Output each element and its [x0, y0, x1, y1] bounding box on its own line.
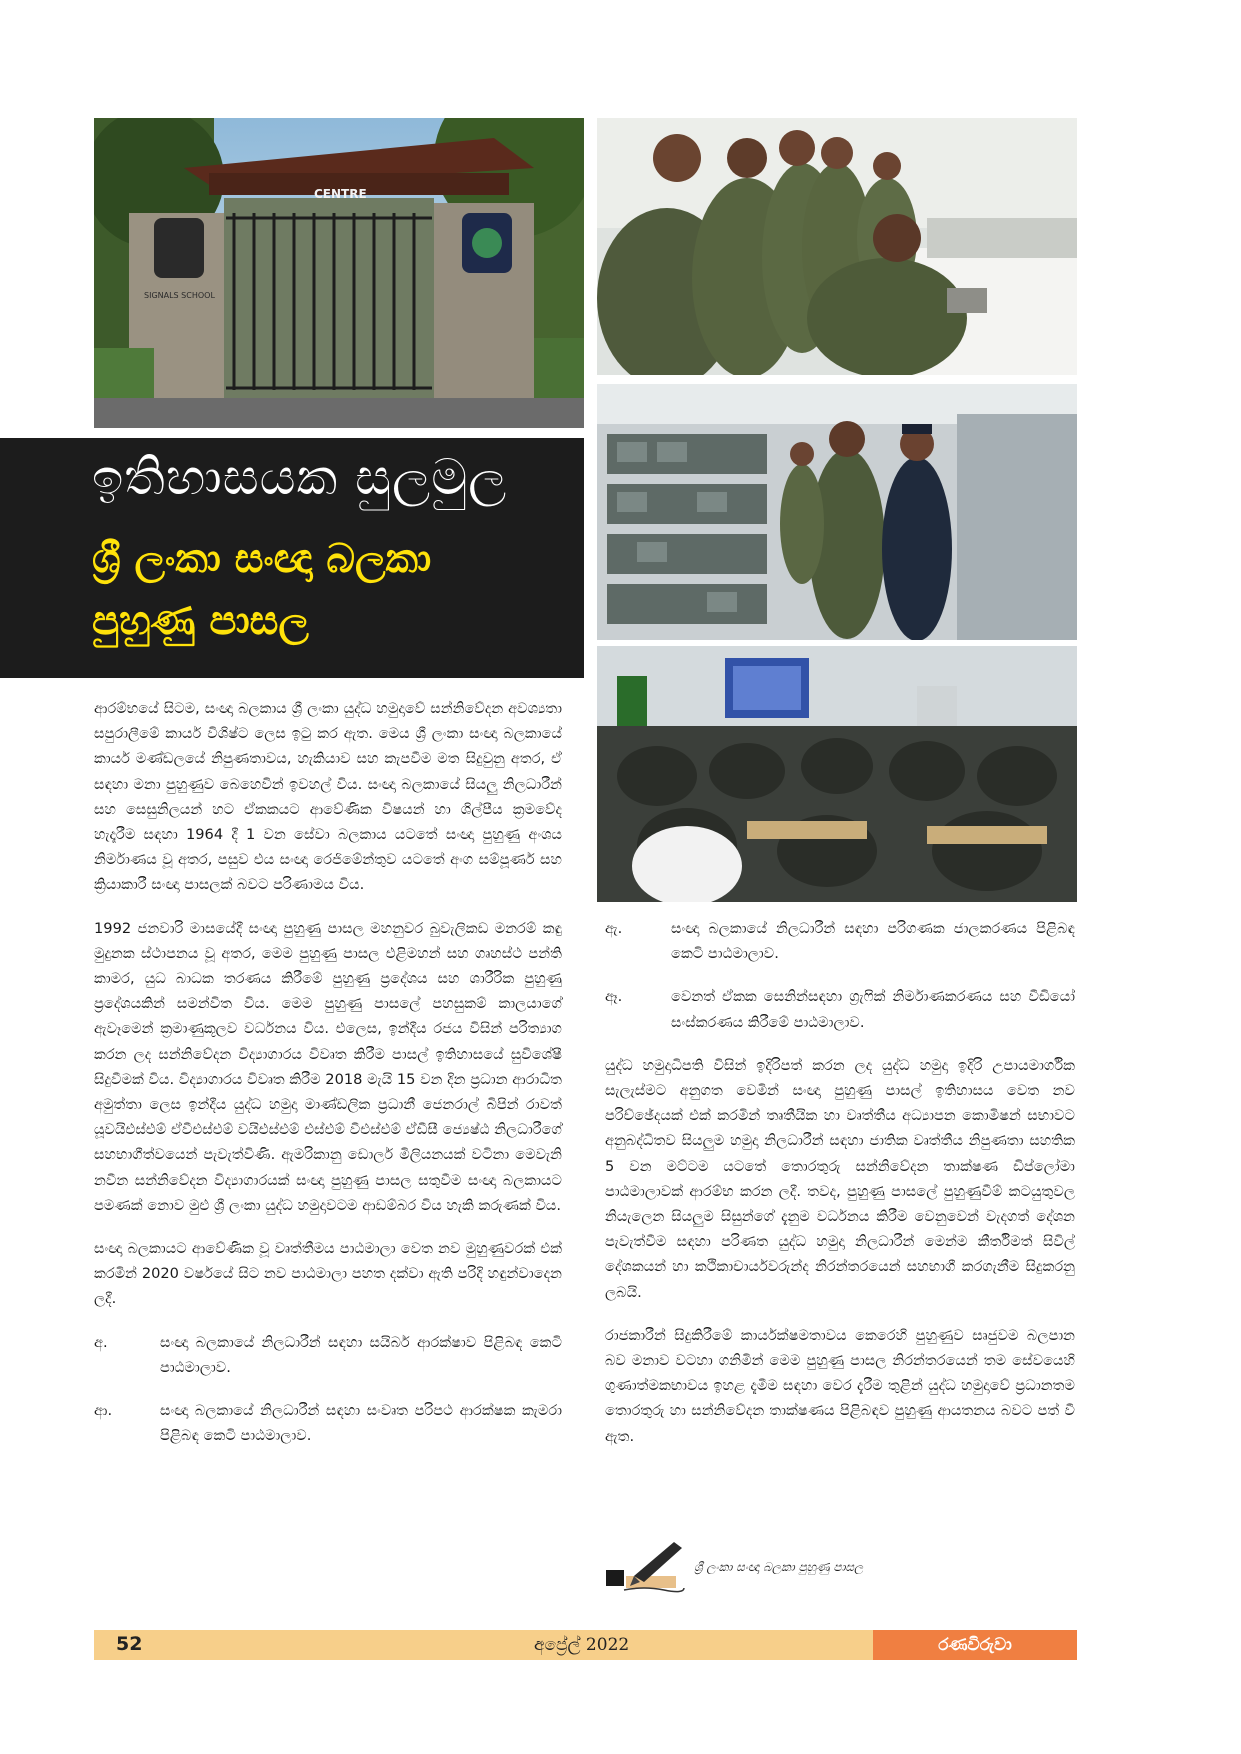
course-list-item	[605, 984, 1075, 1034]
article-paragraph: රාජකාරීන් සිදුකිරීමේ කාර්යක්ෂමතාවය කෙරෙහි පුහුණුව සෘජුවම බලපාන බව මනාව වටහා ගනිමින් මෙම පුහුණු පාසල නිරන්තරයෙන් තම සේවයෙහි ගුණාත්මකභාවය ඉහළ දැමීම සඳහා වෙර දැරීම තුළින් යුද්ධ හමුදාවේ ප්‍රධානතම තොරතුරු හා සන්නිවේදන තාක්ෂණය පිළිබඳව පුහුණු ආයතනය බවට පත් වී ඇත.	[605, 1326, 1075, 1445]
gate-sign-text: CENTRE	[314, 187, 367, 201]
photo-signals-school-gate	[94, 118, 584, 428]
photo-officers-in-communication-lab	[597, 384, 1077, 640]
pen-writing-icon	[604, 1536, 690, 1594]
issue-date: අප්‍රේල් 2022	[534, 1635, 630, 1655]
gate-photo-graphic	[94, 118, 584, 428]
class-photo-graphic	[597, 646, 1077, 902]
headline-block	[0, 438, 584, 678]
photo-soldiers-at-workbench	[597, 118, 1077, 375]
article-paragraph: 1992 ජනවාරි මාසයේදී සංඥා පුහුණු පාසල මහනුවර බුවැලිකඩ මනරම් කඳු මුදුනක ස්ථාපනය වූ අතර, මෙම පුහුණු පාසල එළිමහන් සහ ගෘහස්ථ පන්ති කාමර, යුධ බාධක තරණය කිරීමේ පුහුණු ප්‍රදේශය සහ ශාරීරික පුහුණු ප්‍රදේශයකින් සමන්විත විය. මෙම පුහුණු පාසලේ පහසුකම් කාලයාගේ ඇවෑමෙන් ක්‍රමාණුකූලව වර්ධනය විය. එලෙස, ඉන්දීය රජය විසින් පරිත්‍යාග කරන ලද සන්නිවේදන විද්‍යාගාරය විවෘත කිරීම පාසල් ඉතිහාසයේ සුවිශේෂී සිදුවීමක් විය. විද්‍යාගාරය විවෘත කිරීම 2018 මැයි 15 වන දින ප්‍රධාන ආරාධිත අමුත්තා ලෙස ඉන්දීය යුද්ධ හමුදා මාණ්ඩලික ප්‍රධානී ජෙනරාල් බිපින් රාවත් යූවයිඑස්එම් ඒවීඑස්එම් වයිඑස්එම් එස්එම් වීඑස්එම් ඒඩීසී ජ්‍යෙෂ්ඨ නිලධාරීගේ සහභාගීත්වයෙන් පැවැත්විණි. ඇමරිකානු ඩොලර් මිලියනයක් වටිනා මෙවැනි නවීන සන්නිවේදන විද්‍යාගාරයක් සංඥා පුහුණු පාසල සතුවීම සංඥා බලකායට පමණක් නොව මුළු ශ්‍රී ලංකා යුද්ධ හමුදාවටම ආඩම්බර විය හැකි කරුණක් විය.	[94, 919, 562, 1214]
list-marker: අ.	[94, 1333, 108, 1351]
list-marker: ඈ.	[605, 988, 623, 1006]
author-signature	[604, 1536, 934, 1594]
course-list-item	[605, 916, 1075, 966]
headline-title: ඉතිහාසයක සුලමුල	[92, 448, 508, 506]
course-list-item	[94, 1398, 562, 1448]
headline-subtitle-line-1: ශ්‍රී ලංකා සංඥා බලකා	[92, 536, 432, 582]
list-item-text: වෙනත් ඒකක සෙනින්සඳහා ග්‍රැෆික් නිර්මාණකරණය සහ වීඩියෝ සංස්කරණය කිරීමේ පාඨමාලාව.	[671, 988, 1075, 1031]
list-item-text: සංඥා බලකායේ නිලධාරීන් සඳහා සංවෘත පරිපථ ආරක්ෂක කැමරා පිළිබඳ කෙටි පාඨමාලාව.	[160, 1402, 562, 1445]
lab2-photo-graphic	[597, 384, 1077, 640]
list-item-text: සංඥා බලකායේ නිලධාරීන් සඳහා පරිගණක ජාලකරණය පිළිබඳ කෙටි පාඨමාලාව.	[671, 920, 1075, 963]
list-marker: ආ.	[94, 1402, 113, 1420]
article-column-left	[94, 696, 562, 1466]
magazine-name: රණවිරුවා	[873, 1630, 1077, 1660]
article-paragraph: ආරම්භයේ සිටම, සංඥා බලකාය ශ්‍රී ලංකා යුද්ධ හමුදාවේ සන්නිවේදන අවශ්‍යතා සපුරාලීමේ කාර්ය විශිෂ්ට ලෙස ඉටු කර ඇත. මෙය ශ්‍රී ලංකා සංඥා බලකායේ කාර්ය මණ්ඩලයේ නිපුණතාවය, හැකියාව සහ කැපවීම මත සිදුවුනු අතර, ඒ සඳහා මනා පුහුණුව බෙහෙවින් ඉවහල් විය. සංඥා බලකායේ සියලු නිලධාරීන් සහ සෙසුනිලයන් හට ඒකකයට ආවේණික විෂයන් හා ශිල්පීය ක්‍රමවේද හැදෑරීම සඳහා 1964 දී 1 වන සේවා බලකාය යටතේ සංඥා පුහුණු අංශය නිර්මාණය වූ අතර, පසුව එය සංඥා රෙජිමේන්තුව යටතේ අංග සම්පූර්ණ සහ ක්‍රියාකාරී සංඥා පාසලක් බවට පරිණාමය විය.	[94, 700, 562, 894]
lab1-photo-graphic	[597, 118, 1077, 375]
page-number: 52	[116, 1633, 143, 1655]
headline-subtitle-line-2: පුහුණු පාසල	[92, 598, 309, 644]
signature-text: ශ්‍රී ලංකා සංඥා බලකා පුහුණු පාසල	[694, 1560, 864, 1574]
article-column-right	[605, 916, 1075, 1467]
photo-classroom-lecture	[597, 646, 1077, 902]
article-paragraph: යුද්ධ හමුදාධිපති විසින් ඉදිරිපත් කරන ලද යුද්ධ හමුදා ඉදිරි උපායමාර්ගික සැලැස්මට අනුගත වෙමින් සංඥා පුහුණු පාසල් ඉතිහාසය වෙත නව පරිච්ඡේදයක් එක් කරමින් තෘතීයික හා වෘත්තීය අධ්‍යාපන කොමිෂන් සභාවට අනුබද්ධිතව සියලුම හමුදා නිලධාරීන් සඳහා ජාතික වෘත්තීය නිපුණතා සහතික 5 වන මට්ටම යටතේ තොරතුරු සන්නිවේදන තාක්ෂණ ඩිප්ලෝමා පාඨමාලාවක් ආරම්භ කරන ලදී. තවද, පුහුණු පාසලේ පුහුණුවීම් කටයුතුවල නියැලෙන සියලුම සිසුන්ගේ දැනුම වර්ධනය කිරීම වෙනුවෙන් වැදගත් දේශන පැවැත්වීම සඳහා පරිණත යුද්ධ හමුදා නිලධාරීන් මෙන්ම කීර්තිමත් සිවිල් දේශකයන් හා කථිකාචාර්යවරුන්ද නිරන්තරයෙන් සහභාගී කරගැනීම සිදුකරනු ලබයි.	[605, 1056, 1075, 1301]
list-marker: ඇ.	[605, 920, 623, 937]
list-item-text: සංඥා බලකායේ නිලධාරීන් සඳහා සයිබර් ආරක්ෂාව පිළිබඳ කෙටි පාඨමාලාව.	[160, 1333, 562, 1376]
course-list-item	[94, 1330, 562, 1380]
article-paragraph: සංඥා බලකායට ආවේණික වූ වෘත්තීමය පාඨමාලා වෙත නව මුහුණුවරක් එක් කරමින් 2020 වර්ෂයේ සිට නව පාඨමාලා පහත දක්වා ඇති පරිදි හඳුන්වාදෙන ලදී.	[94, 1240, 562, 1308]
page-footer	[94, 1630, 1077, 1660]
gate-plaque-text: SIGNALS SCHOOL	[144, 291, 215, 300]
